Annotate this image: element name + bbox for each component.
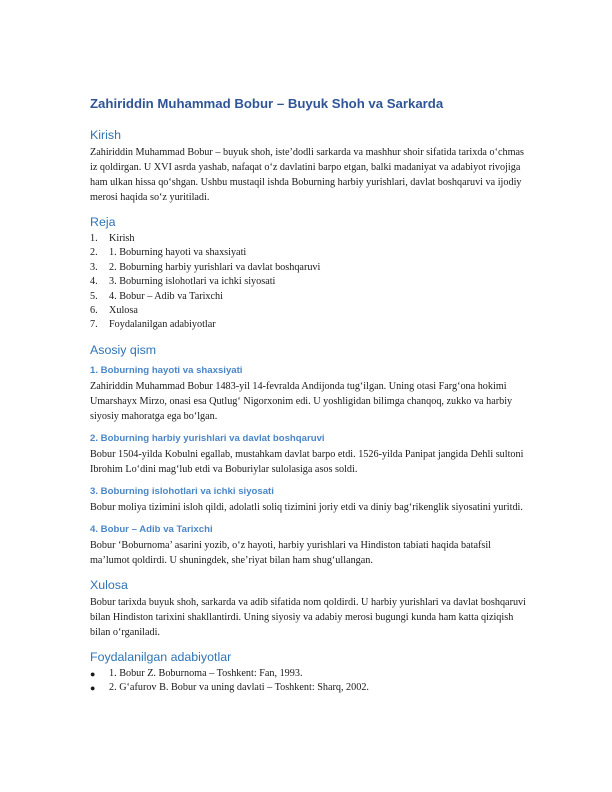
reference-text: 2. G‘afurov B. Bobur va uning davlati – Toshkent: Sharq, 2002. — [109, 682, 369, 694]
plan-item — [90, 246, 530, 260]
plan-item — [90, 261, 530, 275]
reference-item — [90, 667, 530, 681]
main-heading: Asosiy qism — [90, 342, 157, 357]
plan-item-text: 1. Boburning hayoti va shaxsiyati — [109, 247, 247, 259]
plan-item-number: 1. — [90, 233, 98, 244]
conclusion-heading: Xulosa — [90, 577, 128, 592]
plan-item-text: Foydalanilgan adabiyotlar — [109, 319, 216, 331]
plan-item-text: 2. Boburning harbiy yurishlari va davlat boshqaruvi — [109, 261, 321, 273]
plan-item-text: Kirish — [109, 233, 135, 244]
plan-item — [90, 304, 530, 318]
section-heading: 4. Bobur – Adib va Tarixchi — [90, 523, 213, 535]
plan-item — [90, 290, 530, 304]
intro-text: Zahiriddin Muhammad Bobur – buyuk shoh, iste’dodli sarkarda va mashhur shoir sifatida tarixda o‘chmas iz qoldirgan. U XVI asrda yashab, nafaqat o‘z davlatini barpo etgan, balki madaniyat va adabiyot rivojiga ham ulkan hissa qo‘shgan. Ushbu mustaqil ishda Boburning harbiy yurishlari, davlat boshqaruvi va ijodiy merosi haqida so‘z yuritiladi. — [90, 147, 525, 203]
plan-heading: Reja — [90, 215, 116, 229]
section-heading: 2. Boburning harbiy yurishlari va davlat boshqaruvi — [90, 432, 325, 444]
section-text: Zahiriddin Muhammad Bobur 1483-yil 14-fevralda Andijonda tug‘ilgan. Uning otasi Farg‘ona hokimi Umarshayx Mirzo, onasi esa Qutlug‘ Nigorxonim edi. U yoshligidan bilimga chanqoq, zukko va harbiy siyosiy mahoratga ega bo‘lgan. — [90, 380, 513, 422]
plan-item-text: 3. Boburning islohotlari va ichki siyosati — [109, 276, 276, 288]
plan-item-number: 4. — [90, 276, 98, 288]
plan-item-number: 5. — [90, 290, 98, 302]
references-heading: Foydalanilgan adabiyotlar — [90, 649, 232, 664]
section-heading: 3. Boburning islohotlari va ichki siyosati — [90, 485, 274, 497]
bullet-icon: ● — [90, 683, 96, 694]
plan-item-text: 4. Bobur – Adib va Tarixchi — [109, 290, 223, 302]
section-heading: 1. Boburning hayoti va shaxsiyati — [90, 364, 243, 376]
references-list — [90, 667, 530, 696]
document-title: Zahiriddin Muhammad Bobur – Buyuk Shoh va Sarkarda — [90, 96, 444, 111]
conclusion-text: Bobur tarixda buyuk shoh, sarkarda va adib sifatida nom qoldirdi. U harbiy yurishlari va davlat boshqaruvi bilan Hindiston tarixini shakllantirdi. Uning siyosiy va adabiy merosi bugungi kunda ham katta qiziqish bilan o‘rganiladi. — [90, 596, 526, 638]
reference-text: 1. Bobur Z. Boburnoma – Toshkent: Fan, 1993. — [109, 667, 303, 679]
document-content — [90, 96, 530, 696]
plan-item-number: 2. — [90, 247, 98, 259]
plan-item-number: 7. — [90, 319, 98, 331]
plan-item-text: Xulosa — [109, 305, 138, 317]
plan-item-number: 6. — [90, 305, 98, 317]
plan-list — [90, 232, 530, 333]
plan-item — [90, 275, 530, 289]
intro-heading: Kirish — [90, 128, 121, 142]
plan-item-number: 3. — [90, 261, 98, 273]
section-text: Bobur moliya tizimini isloh qildi, adolatli soliq tizimini joriy etdi va diniy bag‘rikenglik siyosatini yuritdi. — [90, 501, 523, 513]
bullet-icon: ● — [90, 668, 96, 679]
plan-item — [90, 232, 530, 246]
section-text: Bobur ‘Boburnoma’ asarini yozib, o‘z hayoti, harbiy yurishlari va Hindiston tabiati haqida batafsil ma’lumot qoldirdi. U shuningdek, she’riyat bilan ham shug‘ullangan. — [90, 539, 491, 566]
reference-item — [90, 681, 530, 695]
plan-item — [90, 318, 530, 332]
section-text: Bobur 1504-yilda Kobulni egallab, mustahkam davlat barpo etdi. 1526-yilda Panipat jangida Dehli sultoni Ibrohim Lo‘dini mag‘lub etdi va Boburiylar sulolasiga asos soldi. — [90, 448, 524, 475]
